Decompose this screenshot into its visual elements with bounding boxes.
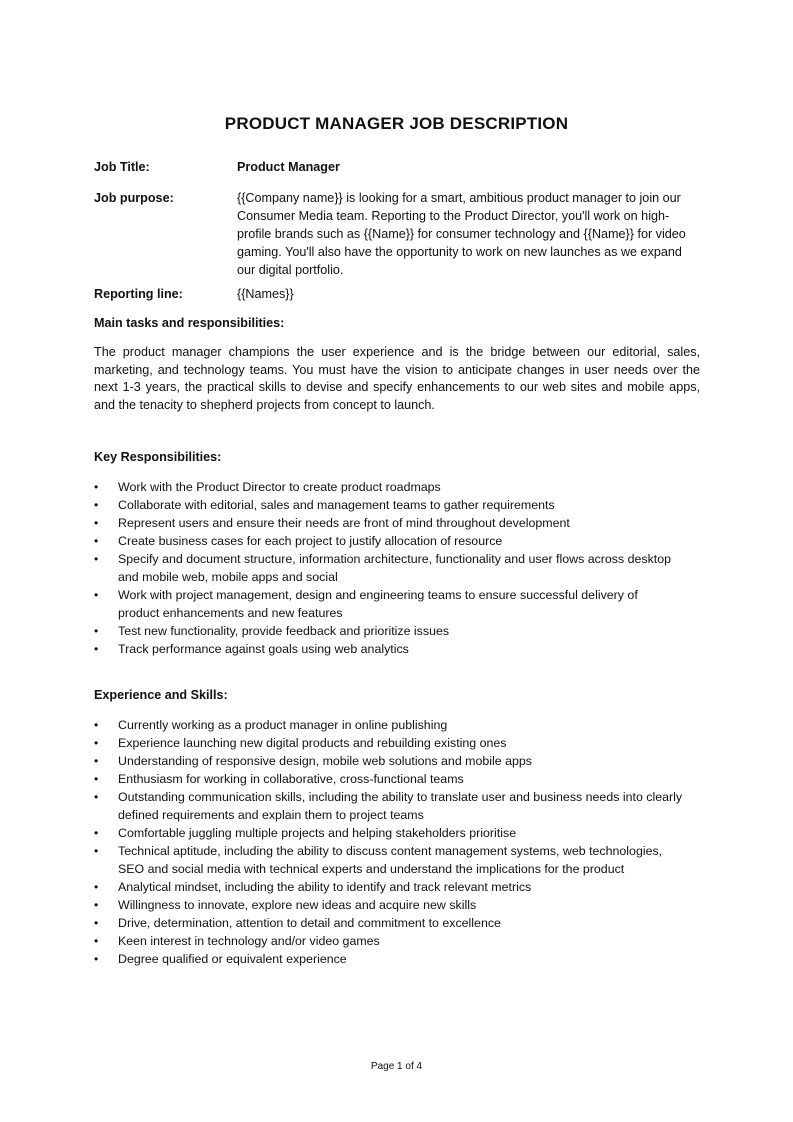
list-item-text: Experience launching new digital products and rebuilding existing ones <box>118 736 507 750</box>
list-item <box>94 842 700 878</box>
list-item <box>94 752 700 770</box>
bullet-icon: • <box>94 790 99 804</box>
list-item <box>94 896 700 914</box>
bullet-icon: • <box>94 588 99 602</box>
list-item <box>94 932 700 950</box>
list-item-text: Keen interest in technology and/or video games <box>118 934 380 948</box>
list-item <box>94 514 700 532</box>
list-item <box>94 532 700 550</box>
list-item <box>94 586 700 622</box>
bullet-icon: • <box>94 952 99 966</box>
list-item-text: Enthusiasm for working in collaborative, cross-functional teams <box>118 772 464 786</box>
list-item <box>94 770 700 788</box>
list-item-text: Collaborate with editorial, sales and management teams to gather requirements <box>118 498 555 512</box>
bullet-icon: • <box>94 624 99 638</box>
list-item-text: Specify and document structure, information architecture, functionality and user flows across desktop and mobile web, mobile apps and social <box>118 552 672 584</box>
list-item-text: Willingness to innovate, explore new ideas and acquire new skills <box>118 898 477 912</box>
bullet-icon: • <box>94 736 99 750</box>
bullet-icon: • <box>94 516 99 530</box>
experience-skills-list <box>94 716 700 968</box>
list-item <box>94 550 700 586</box>
list-item-text: Analytical mindset, including the ability to identify and track relevant metrics <box>118 880 532 894</box>
main-tasks-heading: Main tasks and responsibilities: <box>94 316 285 330</box>
list-item <box>94 496 700 514</box>
page-number-footer: Page 1 of 4 <box>370 1061 423 1072</box>
list-item-text: Outstanding communication skills, including the ability to translate user and business needs into clearly defined requirements and explain them to project teams <box>118 790 683 822</box>
list-item <box>94 788 700 824</box>
list-item-text: Comfortable juggling multiple projects and helping stakeholders prioritise <box>118 826 517 840</box>
list-item <box>94 640 700 658</box>
list-item-text: Technical aptitude, including the ability to discuss content management systems, web technologies, SEO and social media with technical experts and understand the implications for the product <box>118 844 663 876</box>
key-responsibilities-heading: Key Responsibilities: <box>94 450 222 464</box>
list-item <box>94 622 700 640</box>
list-item-text: Work with the Product Director to create product roadmaps <box>118 480 441 494</box>
bullet-icon: • <box>94 498 99 512</box>
list-item <box>94 734 700 752</box>
key-responsibilities-list <box>94 478 700 658</box>
bullet-icon: • <box>94 552 99 566</box>
experience-skills-heading: Experience and Skills: <box>94 688 228 702</box>
bullet-icon: • <box>94 898 99 912</box>
job-title-value: Product Manager <box>237 160 340 174</box>
bullet-icon: • <box>94 934 99 948</box>
job-title-label: Job Title: <box>94 160 150 174</box>
bullet-icon: • <box>94 534 99 548</box>
bullet-icon: • <box>94 844 99 858</box>
job-purpose-label: Job purpose: <box>94 191 174 205</box>
bullet-icon: • <box>94 826 99 840</box>
list-item-text: Currently working as a product manager in online publishing <box>118 718 448 732</box>
reporting-line-value: {{Names}} <box>237 287 294 301</box>
list-item-text: Test new functionality, provide feedback and prioritize issues <box>118 624 450 638</box>
list-item-text: Drive, determination, attention to detail and commitment to excellence <box>118 916 501 930</box>
bullet-icon: • <box>94 754 99 768</box>
list-item-text: Understanding of responsive design, mobile web solutions and mobile apps <box>118 754 532 768</box>
bullet-icon: • <box>94 480 99 494</box>
list-item <box>94 878 700 896</box>
list-item <box>94 478 700 496</box>
list-item-text: Degree qualified or equivalent experience <box>118 952 347 966</box>
list-item <box>94 950 700 968</box>
list-item <box>94 824 700 842</box>
list-item-text: Represent users and ensure their needs are front of mind throughout development <box>118 516 570 530</box>
main-tasks-paragraph: The product manager champions the user experience and is the bridge between our editorial, sales, marketing, and technology teams. You must have the vision to anticipate changes in user needs over the next 1-3 years, the practical skills to devise and specify enhancements to our web sites and mobile apps, and the tenacity to shepherd projects from concept to launch. <box>94 345 700 412</box>
bullet-icon: • <box>94 718 99 732</box>
list-item <box>94 716 700 734</box>
list-item-text: Track performance against goals using web analytics <box>118 642 409 656</box>
reporting-line-label: Reporting line: <box>94 287 183 301</box>
bullet-icon: • <box>94 772 99 786</box>
bullet-icon: • <box>94 916 99 930</box>
bullet-icon: • <box>94 642 99 656</box>
bullet-icon: • <box>94 880 99 894</box>
list-item-text: Work with project management, design and engineering teams to ensure successful delivery of product enhancements and new features <box>118 588 638 620</box>
list-item-text: Create business cases for each project to justify allocation of resource <box>118 534 503 548</box>
list-item <box>94 914 700 932</box>
document-title: PRODUCT MANAGER JOB DESCRIPTION <box>224 114 569 133</box>
job-purpose-value: {{Company name}} is looking for a smart, ambitious product manager to join our Consumer Media team. Reporting to the Product Director, you'll work on high-profile brands such as {{Name}} for consumer technology and {{Name}} for video gaming. You'll also have the opportunity to work on new launches as we expand our digital portfolio. <box>237 191 686 277</box>
